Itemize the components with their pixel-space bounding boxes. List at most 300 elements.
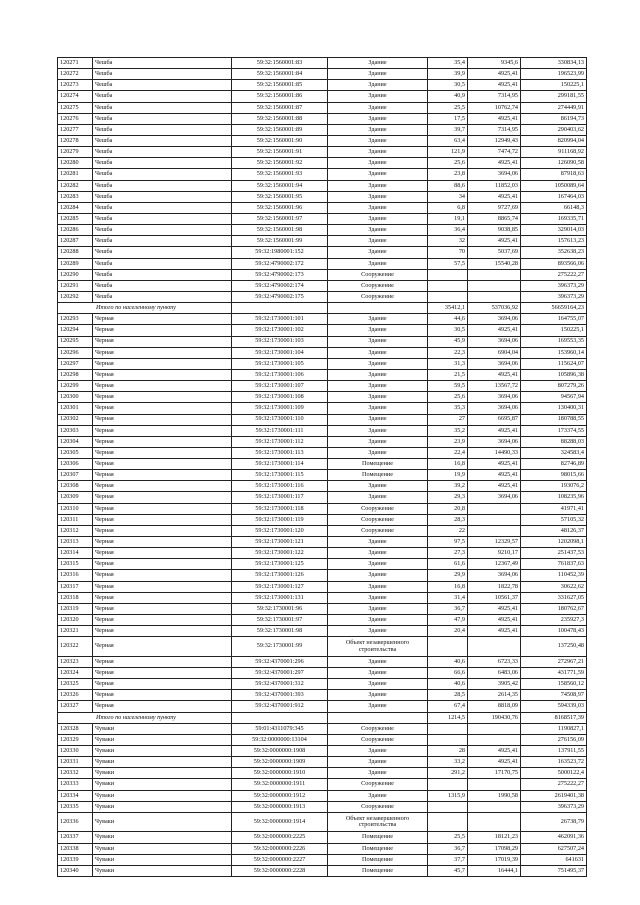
cell-unit-value: 7474,72 xyxy=(468,147,521,158)
cell-area: 25,5 xyxy=(428,832,468,843)
cell-row-number: 120286 xyxy=(58,225,93,236)
cell-cadastral-number: 59:32:4370001:312 xyxy=(232,679,328,690)
cell-cadastral-value: 30622,62 xyxy=(521,581,587,592)
cell-cadastral-number: 59:32:1730001:127 xyxy=(232,581,328,592)
cell-area: 47,9 xyxy=(428,615,468,626)
cell-object-type: Здание xyxy=(328,58,428,69)
cell-area: 25,6 xyxy=(428,392,468,403)
cell-row-number: 120331 xyxy=(58,757,93,768)
cell-object-type: Здание xyxy=(328,592,428,603)
cell-row-number: 120330 xyxy=(58,746,93,757)
cell-unit-value: 1990,58 xyxy=(468,790,521,801)
cell-area: 40,9 xyxy=(428,91,468,102)
table-row xyxy=(58,459,587,470)
cell-object-type: Объект незавершенного строительства xyxy=(328,637,428,657)
table-row xyxy=(58,102,587,113)
cell-cadastral-number: 59:32:1730001:131 xyxy=(232,592,328,603)
table-row xyxy=(58,581,587,592)
cell-unit-value: 9210,17 xyxy=(468,548,521,559)
cell-row-number: 120312 xyxy=(58,525,93,536)
cell-object-type: Здание xyxy=(328,425,428,436)
table-row xyxy=(58,213,587,224)
cell-row-number: 120301 xyxy=(58,403,93,414)
cell-area: 23,8 xyxy=(428,169,468,180)
cell-area xyxy=(428,280,468,291)
cell-cadastral-number: 59:32:1730001:116 xyxy=(232,481,328,492)
cell-area: 22 xyxy=(428,525,468,536)
total-object-type xyxy=(328,712,428,723)
cell-area: 36,4 xyxy=(428,225,468,236)
cell-unit-value: 6723,33 xyxy=(468,656,521,667)
table-row xyxy=(58,258,587,269)
cell-object-type: Здание xyxy=(328,158,428,169)
cell-unit-value: 3694,06 xyxy=(468,169,521,180)
cell-row-number: 120316 xyxy=(58,570,93,581)
cell-cadastral-number: 59:32:0000000:1910 xyxy=(232,768,328,779)
cell-settlement: Чешба xyxy=(93,213,232,224)
cell-cadastral-number: 59:32:1560001:85 xyxy=(232,80,328,91)
cell-cadastral-number: 59:32:4790002:173 xyxy=(232,269,328,280)
cell-object-type: Помещение xyxy=(328,865,428,876)
cell-row-number: 120291 xyxy=(58,280,93,291)
cell-cadastral-value: 158560,12 xyxy=(521,679,587,690)
cell-cadastral-number: 59:32:1730001:99 xyxy=(232,637,328,657)
cell-settlement: Черная xyxy=(93,603,232,614)
cell-area xyxy=(428,723,468,734)
total-label: Итого по населенному пункту xyxy=(58,303,232,314)
cell-cadastral-value: 911168,92 xyxy=(521,147,587,158)
cell-unit-value: 4925,41 xyxy=(468,425,521,436)
cell-cadastral-value: 2619401,38 xyxy=(521,790,587,801)
cell-cadastral-number: 59:32:1730001:105 xyxy=(232,358,328,369)
cell-row-number: 120317 xyxy=(58,581,93,592)
cell-cadastral-value: 57105,32 xyxy=(521,514,587,525)
cell-object-type: Здание xyxy=(328,358,428,369)
cell-area xyxy=(428,779,468,790)
cell-area: 39,7 xyxy=(428,124,468,135)
cell-unit-value xyxy=(468,280,521,291)
cell-settlement: Черная xyxy=(93,447,232,458)
cell-area: 6,8 xyxy=(428,202,468,213)
table-row xyxy=(58,790,587,801)
cell-settlement: Черная xyxy=(93,492,232,503)
cell-object-type: Помещение xyxy=(328,832,428,843)
cell-unit-value: 3694,06 xyxy=(468,314,521,325)
cell-row-number: 120297 xyxy=(58,358,93,369)
cell-settlement: Черная xyxy=(93,656,232,667)
cell-row-number: 120304 xyxy=(58,436,93,447)
table-row xyxy=(58,381,587,392)
cell-object-type: Помещение xyxy=(328,854,428,865)
cell-cadastral-number: 59:32:1560001:86 xyxy=(232,91,328,102)
table-row xyxy=(58,470,587,481)
cell-object-type: Помещение xyxy=(328,459,428,470)
cell-cadastral-value: 180788,55 xyxy=(521,414,587,425)
cell-settlement: Чешба xyxy=(93,191,232,202)
cell-cadastral-value: 167464,03 xyxy=(521,191,587,202)
cell-settlement: Чешба xyxy=(93,269,232,280)
cell-cadastral-value: 82746,89 xyxy=(521,459,587,470)
cell-unit-value: 15540,28 xyxy=(468,258,521,269)
cell-settlement: Чешба xyxy=(93,147,232,158)
cell-unit-value: 2614,35 xyxy=(468,690,521,701)
cell-settlement: Черная xyxy=(93,570,232,581)
cell-cadastral-number: 59:32:1560001:84 xyxy=(232,69,328,80)
cell-area: 36,7 xyxy=(428,603,468,614)
cell-cadastral-number: 59:32:1560001:88 xyxy=(232,113,328,124)
cell-area: 40,6 xyxy=(428,656,468,667)
cell-object-type: Здание xyxy=(328,570,428,581)
total-area: 1214,5 xyxy=(428,712,468,723)
cell-settlement: Чешба xyxy=(93,102,232,113)
cell-cadastral-number: 59:32:1730001:114 xyxy=(232,459,328,470)
cell-row-number: 120275 xyxy=(58,102,93,113)
total-label: Итого по населенному пункту xyxy=(58,712,232,723)
cell-cadastral-value: 329014,03 xyxy=(521,225,587,236)
table-row xyxy=(58,358,587,369)
cell-area: 16,8 xyxy=(428,581,468,592)
cell-settlement: Черная xyxy=(93,436,232,447)
cell-cadastral-value: 66148,3 xyxy=(521,202,587,213)
cell-cadastral-value: 396373,29 xyxy=(521,291,587,302)
cell-cadastral-value: 5000122,4 xyxy=(521,768,587,779)
cell-area: 34 xyxy=(428,191,468,202)
table-row xyxy=(58,570,587,581)
cell-settlement: Чуваки xyxy=(93,768,232,779)
cell-unit-value: 13567,72 xyxy=(468,381,521,392)
cell-object-type: Здание xyxy=(328,548,428,559)
cell-cadastral-number: 59:32:0000000:2225 xyxy=(232,832,328,843)
cell-cadastral-number: 59:32:1730001:98 xyxy=(232,626,328,637)
cell-cadastral-value: 164755,07 xyxy=(521,314,587,325)
cell-area: 35,3 xyxy=(428,403,468,414)
cell-cadastral-number: 59:32:1730001:125 xyxy=(232,559,328,570)
cell-settlement: Чуваки xyxy=(93,723,232,734)
cell-unit-value: 8865,74 xyxy=(468,213,521,224)
cell-unit-value: 9345,6 xyxy=(468,58,521,69)
cell-row-number: 120274 xyxy=(58,91,93,102)
cell-row-number: 120278 xyxy=(58,135,93,146)
table-row xyxy=(58,615,587,626)
cell-area: 28 xyxy=(428,746,468,757)
cell-row-number: 120325 xyxy=(58,679,93,690)
cell-unit-value xyxy=(468,779,521,790)
cell-area: 70 xyxy=(428,247,468,258)
table-row xyxy=(58,169,587,180)
cell-row-number: 120326 xyxy=(58,690,93,701)
cell-settlement: Чешба xyxy=(93,135,232,146)
total-cadastral-number xyxy=(232,303,328,314)
cell-cadastral-number: 59:32:1730001:118 xyxy=(232,503,328,514)
cell-cadastral-number: 59:32:1560001:98 xyxy=(232,225,328,236)
cell-object-type: Здание xyxy=(328,537,428,548)
cell-settlement: Чешба xyxy=(93,258,232,269)
cell-area: 45,7 xyxy=(428,865,468,876)
cell-cadastral-value: 137250,48 xyxy=(521,637,587,657)
table-row xyxy=(58,336,587,347)
cell-unit-value xyxy=(468,525,521,536)
cell-cadastral-value: 180762,67 xyxy=(521,603,587,614)
table-row xyxy=(58,425,587,436)
cell-area: 23,9 xyxy=(428,436,468,447)
cell-unit-value: 12367,49 xyxy=(468,559,521,570)
cell-unit-value: 7314,95 xyxy=(468,124,521,135)
cell-object-type: Здание xyxy=(328,336,428,347)
cell-unit-value: 9038,85 xyxy=(468,225,521,236)
cell-cadastral-value: 98015,66 xyxy=(521,470,587,481)
cell-object-type: Здание xyxy=(328,258,428,269)
cell-cadastral-value: 274449,91 xyxy=(521,102,587,113)
cell-row-number: 120320 xyxy=(58,615,93,626)
cell-row-number: 120335 xyxy=(58,801,93,812)
cell-cadastral-value: 105896,38 xyxy=(521,369,587,380)
cell-object-type: Здание xyxy=(328,325,428,336)
cell-cadastral-value: 627507,24 xyxy=(521,843,587,854)
cell-area: 22,3 xyxy=(428,347,468,358)
cell-cadastral-number: 59:32:1730001:117 xyxy=(232,492,328,503)
cell-row-number: 120293 xyxy=(58,314,93,325)
cell-row-number: 120284 xyxy=(58,202,93,213)
cell-row-number: 120292 xyxy=(58,291,93,302)
table-row xyxy=(58,58,587,69)
cell-area: 20,4 xyxy=(428,626,468,637)
cell-object-type: Сооружение xyxy=(328,723,428,734)
cell-cadastral-value: 276156,09 xyxy=(521,734,587,745)
table-row xyxy=(58,626,587,637)
cell-row-number: 120279 xyxy=(58,147,93,158)
table-row xyxy=(58,592,587,603)
cell-settlement: Чуваки xyxy=(93,865,232,876)
settlement-total-row xyxy=(58,712,587,723)
cell-cadastral-number: 59:32:1560001:90 xyxy=(232,135,328,146)
table-row xyxy=(58,447,587,458)
cell-area: 66,6 xyxy=(428,668,468,679)
cell-settlement: Черная xyxy=(93,425,232,436)
cell-row-number: 120340 xyxy=(58,865,93,876)
cell-row-number: 120329 xyxy=(58,734,93,745)
cell-object-type: Сооружение xyxy=(328,291,428,302)
cell-row-number: 120302 xyxy=(58,414,93,425)
cell-unit-value: 3694,06 xyxy=(468,492,521,503)
cell-row-number: 120328 xyxy=(58,723,93,734)
table-row xyxy=(58,537,587,548)
cell-cadastral-number: 59:32:1560001:99 xyxy=(232,236,328,247)
cell-unit-value: 11852,03 xyxy=(468,180,521,191)
table-row xyxy=(58,668,587,679)
cell-settlement: Черная xyxy=(93,615,232,626)
table-row xyxy=(58,843,587,854)
cell-row-number: 120271 xyxy=(58,58,93,69)
cell-area: 63,4 xyxy=(428,135,468,146)
cell-cadastral-value: 396373,29 xyxy=(521,801,587,812)
cell-unit-value: 3694,06 xyxy=(468,358,521,369)
cell-settlement: Чешба xyxy=(93,247,232,258)
cell-area: 39,2 xyxy=(428,481,468,492)
cell-object-type: Сооружение xyxy=(328,514,428,525)
table-row xyxy=(58,147,587,158)
cell-cadastral-number: 59:32:0000000:1914 xyxy=(232,812,328,832)
cell-unit-value: 3694,06 xyxy=(468,436,521,447)
cell-area xyxy=(428,291,468,302)
cell-settlement: Чуваки xyxy=(93,790,232,801)
cell-area: 35,4 xyxy=(428,58,468,69)
cell-cadastral-number: 59:32:1560001:92 xyxy=(232,158,328,169)
cell-area: 88,6 xyxy=(428,180,468,191)
cell-cadastral-value: 275222,27 xyxy=(521,779,587,790)
cell-settlement: Чуваки xyxy=(93,812,232,832)
table-row xyxy=(58,113,587,124)
table-row xyxy=(58,314,587,325)
cell-row-number: 120337 xyxy=(58,832,93,843)
cell-unit-value: 4925,41 xyxy=(468,615,521,626)
cell-settlement: Чешба xyxy=(93,202,232,213)
cell-cadastral-value: 641631 xyxy=(521,854,587,865)
cell-settlement: Черная xyxy=(93,626,232,637)
cell-cadastral-value: 761837,63 xyxy=(521,559,587,570)
cell-cadastral-value: 115624,07 xyxy=(521,358,587,369)
cell-area: 22,4 xyxy=(428,447,468,458)
cell-cadastral-number: 59:32:1730001:126 xyxy=(232,570,328,581)
cell-cadastral-value: 150225,1 xyxy=(521,325,587,336)
cell-cadastral-number: 59:32:1730001:103 xyxy=(232,336,328,347)
cell-object-type: Помещение xyxy=(328,843,428,854)
cell-settlement: Чешба xyxy=(93,91,232,102)
table-row xyxy=(58,801,587,812)
cell-cadastral-number: 59:32:1730001:113 xyxy=(232,447,328,458)
cell-unit-value: 4925,41 xyxy=(468,158,521,169)
cell-object-type: Здание xyxy=(328,381,428,392)
cell-cadastral-number: 59:32:0000000:2226 xyxy=(232,843,328,854)
table-row xyxy=(58,865,587,876)
cell-area: 17,5 xyxy=(428,113,468,124)
cell-cadastral-value: 820994,04 xyxy=(521,135,587,146)
cell-cadastral-number: 59:32:4370001:393 xyxy=(232,690,328,701)
cell-settlement: Черная xyxy=(93,537,232,548)
cell-cadastral-number: 59:32:0000000:2227 xyxy=(232,854,328,865)
cell-area: 19,1 xyxy=(428,213,468,224)
cell-unit-value: 8818,09 xyxy=(468,701,521,712)
cell-area: 291,2 xyxy=(428,768,468,779)
cell-unit-value: 17098,29 xyxy=(468,843,521,854)
cell-area: 28,5 xyxy=(428,690,468,701)
cell-cadastral-number: 59:32:1730001:106 xyxy=(232,369,328,380)
cell-settlement: Черная xyxy=(93,690,232,701)
cell-object-type: Здание xyxy=(328,656,428,667)
cell-object-type: Здание xyxy=(328,180,428,191)
table-row xyxy=(58,403,587,414)
cell-object-type: Здание xyxy=(328,347,428,358)
cell-cadastral-value: 594339,03 xyxy=(521,701,587,712)
total-unit-value: 190430,76 xyxy=(468,712,521,723)
cell-unit-value: 6483,06 xyxy=(468,668,521,679)
cell-settlement: Чешба xyxy=(93,169,232,180)
cell-cadastral-value: 807279,26 xyxy=(521,381,587,392)
table-row xyxy=(58,603,587,614)
cell-settlement: Чуваки xyxy=(93,801,232,812)
cell-cadastral-number: 59:32:1730001:108 xyxy=(232,392,328,403)
cell-settlement: Черная xyxy=(93,414,232,425)
cell-cadastral-number: 59:32:4790002:174 xyxy=(232,280,328,291)
cell-object-type: Здание xyxy=(328,436,428,447)
table-row xyxy=(58,414,587,425)
cell-cadastral-value: 462091,36 xyxy=(521,832,587,843)
cell-cadastral-value: 41971,41 xyxy=(521,503,587,514)
cell-object-type: Здание xyxy=(328,615,428,626)
cell-object-type: Здание xyxy=(328,679,428,690)
cell-settlement: Черная xyxy=(93,525,232,536)
cell-cadastral-number: 59:32:1730001:121 xyxy=(232,537,328,548)
cell-row-number: 120281 xyxy=(58,169,93,180)
cell-cadastral-value: 94567,94 xyxy=(521,392,587,403)
cell-cadastral-value: 751495,37 xyxy=(521,865,587,876)
cell-cadastral-number: 59:32:0000000:1911 xyxy=(232,779,328,790)
cell-settlement: Черная xyxy=(93,548,232,559)
cell-unit-value: 12949,43 xyxy=(468,135,521,146)
cell-cadastral-number: 59:32:1560001:91 xyxy=(232,147,328,158)
cell-settlement: Черная xyxy=(93,403,232,414)
cell-object-type: Сооружение xyxy=(328,779,428,790)
cell-row-number: 120339 xyxy=(58,854,93,865)
cell-settlement: Чешба xyxy=(93,236,232,247)
cell-area: 37,7 xyxy=(428,854,468,865)
cell-object-type: Здание xyxy=(328,414,428,425)
cell-object-type: Здание xyxy=(328,768,428,779)
cell-cadastral-value: 1050089,64 xyxy=(521,180,587,191)
cell-settlement: Черная xyxy=(93,668,232,679)
cell-cadastral-value: 330834,13 xyxy=(521,58,587,69)
cell-area: 20,8 xyxy=(428,503,468,514)
total-object-type xyxy=(328,303,428,314)
cell-unit-value: 3694,06 xyxy=(468,570,521,581)
cell-settlement: Черная xyxy=(93,358,232,369)
cell-unit-value: 4925,41 xyxy=(468,69,521,80)
cell-area: 35,2 xyxy=(428,425,468,436)
table-row xyxy=(58,80,587,91)
cell-row-number: 120311 xyxy=(58,514,93,525)
cell-cadastral-value: 86194,73 xyxy=(521,113,587,124)
cell-area xyxy=(428,637,468,657)
cell-row-number: 120309 xyxy=(58,492,93,503)
total-cadastral-value: 56659164,23 xyxy=(521,303,587,314)
table-row xyxy=(58,525,587,536)
cell-unit-value: 3694,06 xyxy=(468,392,521,403)
cell-cadastral-value: 110452,39 xyxy=(521,570,587,581)
cell-row-number: 120285 xyxy=(58,213,93,224)
cell-cadastral-number: 59:32:1730001:96 xyxy=(232,603,328,614)
cell-row-number: 120299 xyxy=(58,381,93,392)
cell-area: 27 xyxy=(428,414,468,425)
cell-settlement: Черная xyxy=(93,592,232,603)
cell-unit-value: 10561,37 xyxy=(468,592,521,603)
cell-area: 67,4 xyxy=(428,701,468,712)
cell-cadastral-value: 275222,27 xyxy=(521,269,587,280)
cell-settlement: Чешба xyxy=(93,124,232,135)
cell-row-number: 120273 xyxy=(58,80,93,91)
cell-cadastral-number: 59:32:1730001:111 xyxy=(232,425,328,436)
cell-row-number: 120295 xyxy=(58,336,93,347)
cell-settlement: Чуваки xyxy=(93,854,232,865)
cell-cadastral-number: 59:32:4370001:296 xyxy=(232,656,328,667)
cell-area: 32 xyxy=(428,236,468,247)
cell-row-number: 120280 xyxy=(58,158,93,169)
cell-cadastral-number: 59:32:1560001:83 xyxy=(232,58,328,69)
table-row xyxy=(58,225,587,236)
cell-settlement: Чуваки xyxy=(93,746,232,757)
cell-unit-value: 7314,95 xyxy=(468,91,521,102)
cell-row-number: 120287 xyxy=(58,236,93,247)
cell-cadastral-value: 352638,23 xyxy=(521,247,587,258)
cell-object-type: Здание xyxy=(328,581,428,592)
